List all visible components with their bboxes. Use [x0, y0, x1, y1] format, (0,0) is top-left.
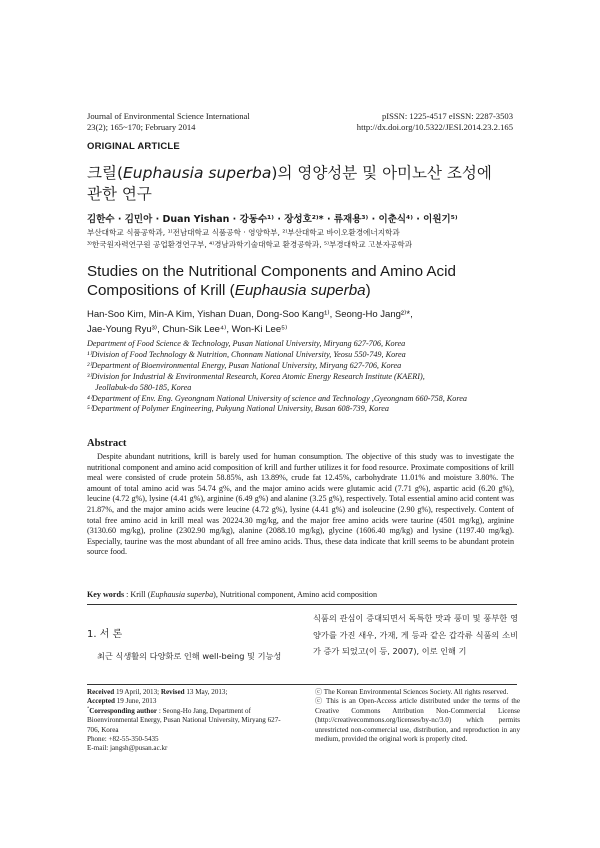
- keywords: [87, 590, 377, 599]
- article-type-label: ORIGINAL ARTICLE: [87, 141, 180, 152]
- journal-volume: 23(2); 165~170; February 2014: [87, 122, 196, 132]
- affiliation-en-2: ²⁾Department of Bioenvironmental Energy, Pusan National University, Miryang 627-706, Korea: [87, 360, 402, 370]
- email[interactable]: E-mail: jangsh@pusan.ac.kr: [87, 744, 168, 753]
- title-en-line1: Studies on the Nutritional Components and Amino Acid: [87, 263, 456, 280]
- dates-line-2: [87, 697, 287, 706]
- title-kr-species: Euphausia superba: [123, 164, 272, 182]
- authors-english: [87, 307, 507, 337]
- section-divider: [87, 604, 517, 605]
- dates-line-1: [87, 688, 287, 697]
- footnote-divider: [87, 684, 517, 685]
- journal-identifiers: [357, 111, 513, 133]
- received-date: 19 April, 2013;: [114, 688, 161, 696]
- copyright-text: ⓒ The Korean Environmental Sciences Society. All rights reserved.: [315, 688, 509, 696]
- affiliation-en-3: ³⁾Division for Industrial & Environmental Research, Korea Atomic Energy Research Institute (KAERI),: [87, 371, 425, 381]
- article-history: [87, 688, 287, 754]
- keywords-species: Euphausia superba: [150, 590, 214, 599]
- title-kr-part1: 크릴(: [87, 164, 123, 182]
- title-korean: [87, 163, 507, 205]
- revised-date: 13 May, 2013;: [184, 688, 228, 696]
- phone: Phone: +82-55-350-5435: [87, 735, 159, 744]
- title-en-species: Euphausia superba: [234, 282, 366, 299]
- authors-korean: 김한수 · 김민아 · Duan Yishan · 강동수¹⁾ · 장성호²⁾* · 류재용³⁾ · 이춘식⁴⁾ · 이원기⁵⁾: [87, 214, 458, 225]
- keywords-prefix: : Krill (: [124, 590, 151, 599]
- affiliation-en-1: ¹⁾Division of Food Technology & Nutrition, Chonnam National University, Yeosu 550-749, Korea: [87, 349, 406, 359]
- title-en-suffix: ): [365, 282, 371, 299]
- corresponding-info: *Corresponding author : Seong-Ho Jang, Department of Bioenvironmental Energy, Pusan National University, Miryang 627-706, Korea: [87, 705, 281, 734]
- accepted-date: 19 June, 2013: [114, 697, 157, 706]
- license-text: ⓒ This is an Open-Access article distributed under the terms of the Creative Commons Attribution Non-Commercial License (http://creativecommons.org/licenses/by-nc/3.0) which permits unrestricted non-commercial use, distribution, and reproduction in any medium, provided the original work is properly cited.: [315, 697, 520, 744]
- corresponding-label: Corresponding author: [89, 706, 158, 715]
- affiliation-en-3-cont: Jeollabuk-do 580-185, Korea: [95, 382, 192, 392]
- issn: pISSN: 1225-4517 eISSN: 2287-3503: [381, 111, 513, 121]
- title-en-line2: Compositions of Krill (: [87, 282, 235, 299]
- title-english: [87, 262, 527, 300]
- abstract-heading: Abstract: [87, 438, 127, 449]
- affiliation-kr-2: ³⁾한국원자력연구원 공업환경연구부, ⁴⁾경남과학기술대학교 환경공학과, ⁵⁾부경대학교 고분자공학과: [87, 240, 413, 249]
- title-kr-line2: 관한 연구: [87, 185, 152, 203]
- intro-text-left: 최근 식생활의 다양화로 인해 well-being 및 기능성: [97, 651, 282, 661]
- intro-heading: 1. 서 론: [87, 629, 123, 640]
- doi-link[interactable]: http://dx.doi.org/10.5322/JESI.2014.23.2.165: [356, 122, 513, 132]
- affiliations-english: [87, 339, 537, 415]
- affiliation-en-4: ⁴⁾Department of Env. Eng. Gyeongnam National University of science and Technology ,Gyeongnam 660-758, Korea: [87, 393, 467, 403]
- corresponding-text: : Seong-Ho Jang, Department of Bioenvironmental Energy, Pusan National University, Miryang 627-706, Korea: [87, 706, 281, 734]
- accepted-label: Accepted: [87, 697, 115, 706]
- copyright-notice: [315, 688, 520, 744]
- affiliation-en-0: Department of Food Science & Technology, Pusan National University, Miryang 627-706, Korea: [87, 339, 406, 348]
- affiliation-en-5: ⁵⁾Department of Polymer Engineering, Pukyung National University, Busan 608-739, Korea: [87, 404, 389, 414]
- intro-text-right: 식품의 관심이 증대되면서 독특한 맛과 풍미 및 풍부한 영양가를 가진 새우, 가재, 게 등과 같은 갑각류 식품의 소비가 증가 되었고(이 등, 2007), 이로 인해 기: [313, 613, 518, 656]
- received-label: Received: [87, 688, 115, 696]
- abstract-body: Despite abundant nutritions, krill is barely used for human consumption. The objective of this study was to investigate the nutritional component and amino acid composition of krill and further utilizes it for food resource. Proximate compositions of krill meal were consisted of crude protein 58.85%, ash 13.89%, crude fat 12.45%, carbohydrate 11.01% and moisture 3.80%. The amount of total amino acid was 54.74 g%, and the major amino acids were glutamic acid (7.71 g%), aspartic acid (6.20 g%), leucine (4.72 g%), lysine (4.41 g%), arginine (6.49 g%) and alanine (3.25 g%), respectively. Total essential amino acid content was 21.87%, and the major amino acids were leucine (4.72 g%), lysine (4.41 g%) and isoleucine (2.90 g%), respectively. Content of total free amino acid in krill meal was 20224.30 mg/kg, and the major free amino acids were taurine (4501 mg/kg), arginine (3130.60 mg/kg), proline (2302.90 mg/kg), alanine (2088.10 mg/kg), glycine (1606.40 mg/kg) and lysine (1197.40 mg/kg). Especially, taurine was the most abundant of all free amino acids. Thus, these data indicate that krill seems to be abundant protein source food.: [87, 452, 514, 557]
- keywords-suffix: ), Nutritional component, Amino acid composition: [213, 590, 378, 599]
- revised-label: Revised: [160, 688, 185, 696]
- journal-name: Journal of Environmental Science International: [87, 111, 250, 121]
- journal-citation: [87, 111, 250, 133]
- keywords-label: Key words: [87, 590, 125, 599]
- affiliation-kr-1: 부산대학교 식품공학과, ¹⁾전남대학교 식품공학 · 영양학부, ²⁾부산대학교 바이오환경에너지학과: [87, 228, 400, 237]
- authors-en-line1: Han-Soo Kim, Min-A Kim, Yishan Duan, Dong-Soo Kang¹⁾, Seong-Ho Jang²⁾*,: [87, 309, 413, 320]
- authors-en-line2: Jae-Young Ryu³⁾, Chun-Sik Lee⁴⁾, Won-Ki Lee⁵⁾: [87, 324, 288, 335]
- title-kr-part2: )의 영양성분 및 아미노산 조성에: [271, 164, 492, 182]
